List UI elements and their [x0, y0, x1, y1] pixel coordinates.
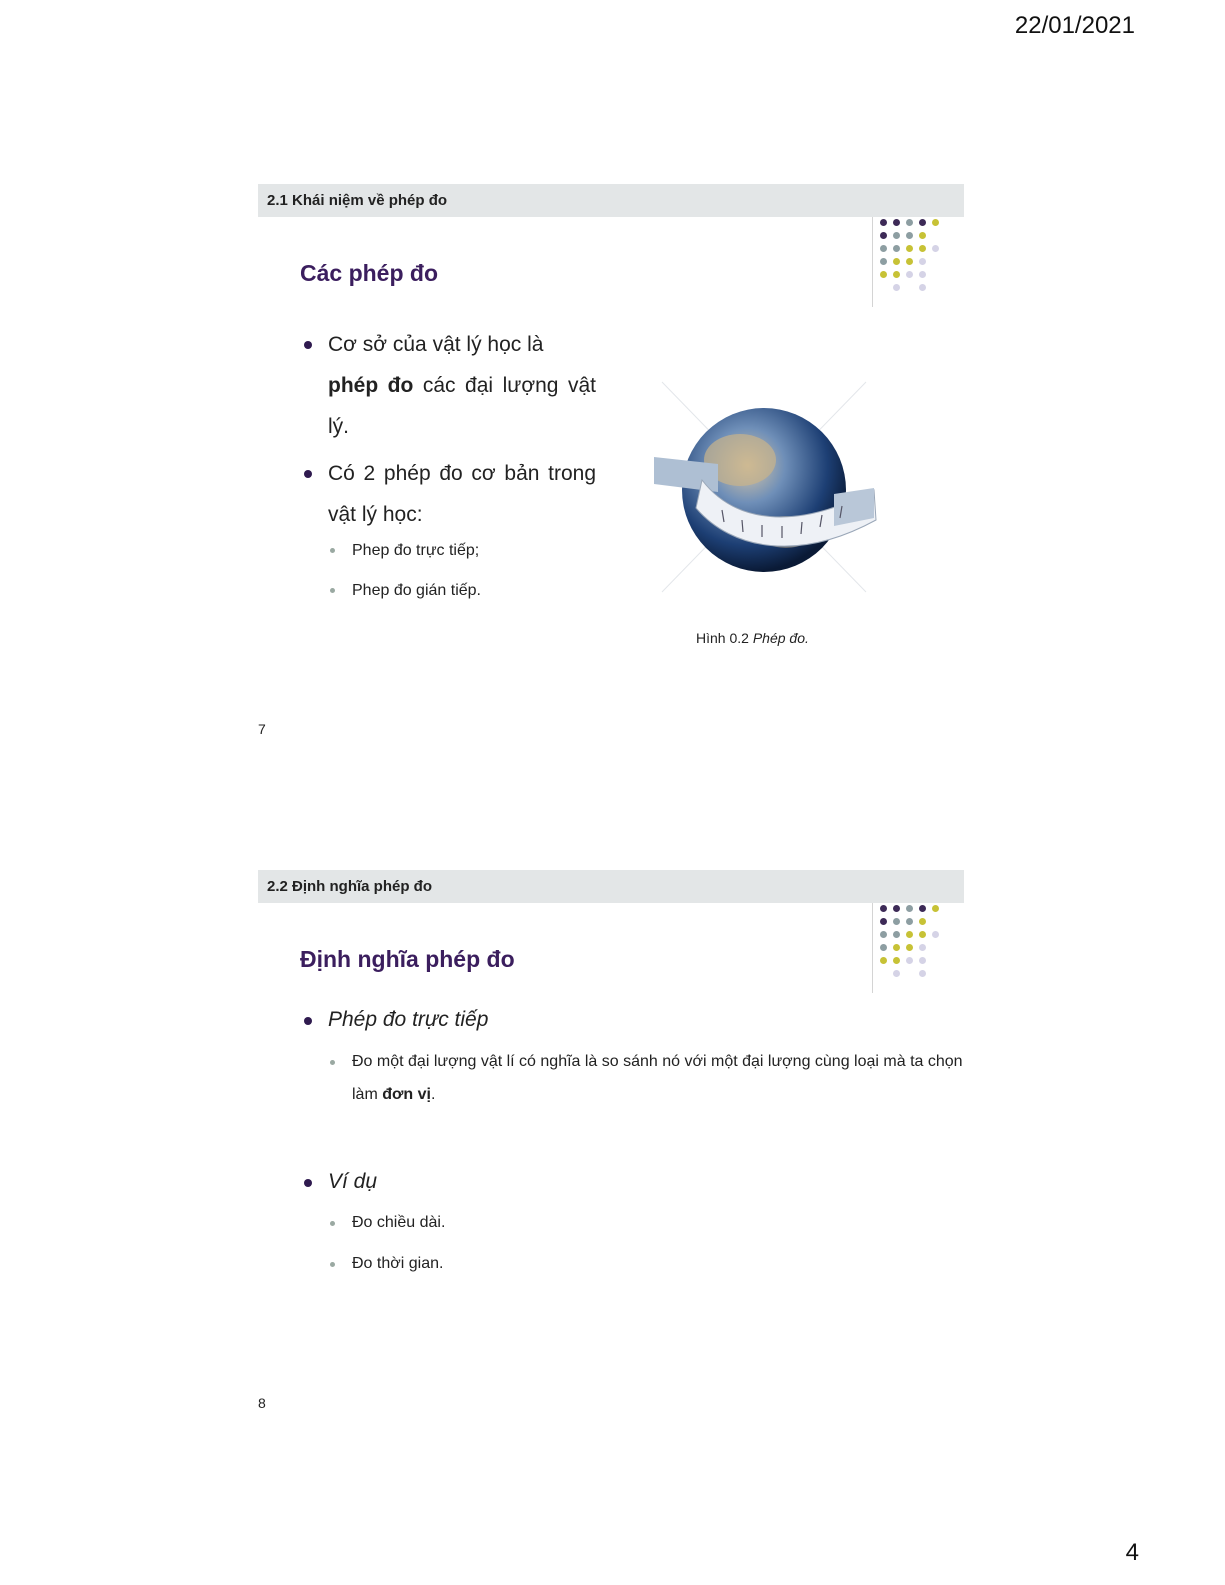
decor-dot — [880, 219, 887, 226]
bullet-item: Phép đo trực tiếp — [300, 1008, 488, 1032]
earth-measuring-tape-icon — [644, 372, 884, 612]
slide-8 — [258, 870, 964, 1411]
decor-dot — [906, 271, 913, 278]
decor-dot — [880, 931, 887, 938]
decor-dot — [906, 245, 913, 252]
decor-dot — [919, 970, 926, 977]
decor-dot — [893, 905, 900, 912]
decor-dot — [893, 258, 900, 265]
divider — [872, 903, 873, 993]
decor-dot — [919, 271, 926, 278]
bullet-item: Ví dụ — [300, 1170, 377, 1194]
decor-dot — [880, 258, 887, 265]
decor-dot — [919, 219, 926, 226]
decor-dot — [932, 931, 939, 938]
decor-dot — [932, 245, 939, 252]
decor-dot — [880, 245, 887, 252]
sub-bullet-item: Đo một đại lượng vật lí có nghĩa là so sánh nó với một đại lượng cùng loại mà ta chọn làm đơn vị. — [300, 1045, 972, 1111]
slide-number: 8 — [258, 1395, 266, 1411]
decor-dot — [919, 957, 926, 964]
slide-header — [258, 870, 964, 903]
decor-dot — [893, 219, 900, 226]
slide-header-text: 2.1 Khái niệm về phép đo — [267, 192, 448, 209]
decor-dot — [919, 284, 926, 291]
decor-dot — [932, 905, 939, 912]
decor-dot — [919, 245, 926, 252]
decor-dot — [919, 944, 926, 951]
decor-dot — [880, 944, 887, 951]
slide-number: 7 — [258, 721, 266, 737]
decor-dot — [919, 918, 926, 925]
divider — [872, 217, 873, 307]
sub-bullet-item: Phep đo gián tiếp. — [300, 581, 596, 601]
bold-term: phép đo — [328, 374, 414, 397]
slide-7 — [258, 184, 964, 737]
decor-dot — [893, 931, 900, 938]
decor-dot — [906, 957, 913, 964]
decor-dot — [893, 284, 900, 291]
sub-bullet-item: Đo thời gian. — [300, 1247, 972, 1280]
decor-dot — [906, 944, 913, 951]
decor-dot — [919, 232, 926, 239]
decor-dot — [880, 905, 887, 912]
decor-dot — [919, 931, 926, 938]
slide-title: Các phép đo — [300, 260, 439, 286]
decor-dot — [906, 258, 913, 265]
decor-dot — [919, 258, 926, 265]
dot-grid-decoration — [880, 905, 950, 985]
bullet-item: Cơ sở của vật lý học là phép đo các đại lượng vật lý. — [300, 324, 596, 447]
decor-dot — [906, 219, 913, 226]
decor-dot — [919, 905, 926, 912]
decor-dot — [880, 232, 887, 239]
decor-dot — [893, 957, 900, 964]
figure-caption: Hình 0.2 Phép đo. — [696, 630, 809, 646]
decor-dot — [893, 245, 900, 252]
decor-dot — [893, 271, 900, 278]
decor-dot — [932, 219, 939, 226]
decor-dot — [906, 918, 913, 925]
bold-term: đơn vị — [382, 1086, 431, 1103]
sub-bullet-item: Phep đo trực tiếp; — [300, 541, 596, 561]
decor-dot — [880, 271, 887, 278]
decor-dot — [893, 944, 900, 951]
decor-dot — [880, 957, 887, 964]
bullet-item: Có 2 phép đo cơ bản trong vật lý học: — [300, 453, 596, 535]
decor-dot — [893, 918, 900, 925]
date: 22/01/2021 — [1014, 12, 1135, 39]
slide-header-text: 2.2 Định nghĩa phép đo — [267, 878, 432, 895]
decor-dot — [906, 905, 913, 912]
bullet-list — [300, 324, 596, 621]
slide-header — [258, 184, 964, 217]
decor-dot — [893, 970, 900, 977]
sub-bullet-item: Đo chiều dài. — [300, 1206, 972, 1239]
page-number: 4 — [1125, 1539, 1139, 1566]
decor-dot — [893, 232, 900, 239]
decor-dot — [906, 931, 913, 938]
slide-title: Định nghĩa phép đo — [300, 946, 515, 972]
decor-dot — [906, 232, 913, 239]
dot-grid-decoration — [880, 219, 950, 299]
decor-dot — [880, 918, 887, 925]
